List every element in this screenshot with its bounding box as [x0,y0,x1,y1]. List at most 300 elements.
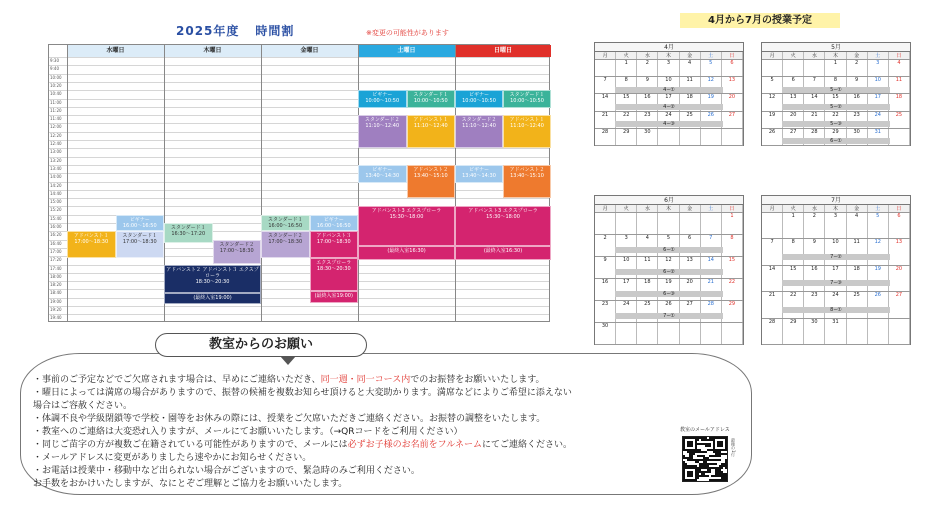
class-time: 11:10〜12:40 [413,123,448,130]
class-block[interactable] [455,206,551,246]
day-cell: 20 [722,94,743,110]
day-cell: 8 [825,77,846,93]
timetable [48,44,550,322]
class-block[interactable] [407,90,456,108]
day-cell: 27 [680,301,701,322]
class-block[interactable] [358,206,455,246]
class-time: 17:00〜18:30 [219,247,254,254]
day-cell: 25 [847,292,868,317]
weekday-row [762,205,910,213]
request-line [33,374,673,387]
class-block[interactable] [407,115,456,148]
day-cell: 6 [722,60,743,76]
day-cell: 7 [701,235,722,256]
weekday-row [762,52,910,60]
day-cell [722,129,743,145]
day-cell: 2 [804,213,825,238]
week-row [595,235,743,257]
request-line [33,465,673,478]
time-row [49,314,549,315]
day-cell: 24 [825,292,846,317]
weekday-label: 木 [825,52,846,59]
class-title: (最終入室19:00) [193,294,232,301]
day-cell [680,213,701,234]
weekday-row [595,205,743,213]
class-title: ビギナー [468,92,489,99]
weekday-label: 火 [616,205,637,212]
class-title: ビギナー [372,166,393,173]
weekday-label: 火 [783,52,804,59]
day-cell: 3 [868,60,889,76]
day-header: 木曜日 [164,45,261,57]
day-cell: 18 [680,94,701,110]
week-row [595,129,743,146]
class-title: スタンダード１ [509,92,545,99]
day-cell: 13 [889,239,910,264]
class-time: 17:00〜18:30 [122,239,157,246]
course-week-bar: 6−③ [615,291,723,297]
class-title: (最終入室16:30) [483,248,523,255]
day-cell: 29 [616,129,637,145]
day-cell: 7 [595,77,616,93]
time-label: 16:40 [50,240,62,246]
class-time: 10:00〜10:50 [413,98,448,105]
request-lines [33,374,673,491]
day-cell: 9 [847,77,868,93]
time-row [49,273,549,274]
day-cell: 1 [722,213,743,234]
day-cell [595,213,616,234]
day-cell: 30 [637,129,658,145]
time-row [49,298,549,299]
time-label: 15:20 [50,207,62,213]
time-label: 13:00 [50,149,62,155]
time-row [49,57,549,58]
class-title: アドバンスト１ [73,233,109,240]
time-label: 10:20 [50,82,62,88]
class-title: アドバンスト３ [316,233,352,240]
day-cell [722,323,743,344]
class-title: (最終入室16:30) [387,248,426,255]
class-title: スタンダード２ [461,117,497,124]
day-cell: 17 [616,279,637,300]
class-block[interactable] [455,115,503,148]
class-block[interactable] [310,231,359,258]
time-label: 18:40 [50,290,62,296]
weekday-label: 水 [637,205,658,212]
day-cell [701,323,722,344]
day-cell: 24 [616,301,637,322]
day-header: 金曜日 [261,45,358,57]
weekday-label: 水 [804,205,825,212]
class-title: スタンダード２ [364,117,400,124]
day-cell: 22 [825,112,846,128]
day-cell: 30 [804,319,825,344]
day-cell: 29 [825,129,846,145]
request-text: でのお振替をお願いいたします。 [410,375,545,385]
request-text: にてご連絡ください。 [482,440,573,450]
time-row [49,198,549,199]
time-label: 13:20 [50,157,62,163]
class-block[interactable] [116,215,165,232]
day-cell: 15 [722,257,743,278]
day-cell: 5 [701,60,722,76]
time-label: 12:20 [50,132,62,138]
time-label: 19:00 [50,298,62,304]
week-row [595,279,743,301]
title-year: 2025年度 [176,24,240,38]
day-cell [889,319,910,344]
class-block[interactable] [310,215,359,232]
time-label: 12:00 [50,124,62,130]
class-title: ビギナー [468,166,489,173]
day-cell [680,129,701,145]
day-cell: 24 [868,112,889,128]
day-cell: 1 [783,213,804,238]
calendar-heading: 4月から7月の授業予定 [680,13,840,28]
weekday-label: 金 [680,205,701,212]
class-time: 13:40〜14:30 [365,172,400,179]
day-cell: 11 [680,77,701,93]
weekday-label: 火 [616,52,637,59]
weekday-label: 日 [889,52,910,59]
week-row [595,301,743,323]
day-cell: 18 [637,279,658,300]
course-week-bar: 5−① [782,87,890,93]
time-label: 17:00 [50,248,62,254]
callout-pointer [280,356,296,365]
day-cell: 6 [680,235,701,256]
day-cell: 1 [616,60,637,76]
day-cell: 22 [783,292,804,317]
class-time: 13:40〜14:30 [462,172,496,179]
class-block[interactable] [67,231,116,258]
class-block[interactable] [116,231,165,258]
day-cell: 27 [722,112,743,128]
class-title: アドバンスト２ [509,166,545,173]
day-cell [680,323,701,344]
day-header: 土曜日 [358,45,455,57]
request-line [33,413,673,426]
class-block[interactable] [455,246,551,259]
day-header: 日曜日 [455,45,551,57]
day-cell: 11 [847,239,868,264]
class-time: 15:30〜18:00 [486,214,520,221]
day-cell: 9 [595,257,616,278]
class-block[interactable] [503,90,551,108]
day-cell [783,60,804,76]
weekday-label: 木 [658,52,679,59]
class-time: 17:00〜18:30 [74,239,109,246]
request-text: ・事前のご予定などでご欠席されます場合は、早めにご連絡いただき、 [33,375,321,385]
day-cell: 13 [680,257,701,278]
day-cell: 19 [762,112,783,128]
day-cell: 14 [701,257,722,278]
day-cell [658,213,679,234]
class-block[interactable] [358,90,407,108]
weekday-label: 木 [658,205,679,212]
day-cell: 4 [889,60,910,76]
class-title: (最終入室19:00) [314,293,353,300]
day-cell: 27 [889,292,910,317]
day-cell: 21 [804,112,825,128]
day-cell: 17 [658,94,679,110]
qr-pattern [683,437,727,481]
class-time: 16:00〜16:50 [268,222,303,229]
qr-code-icon[interactable] [682,436,728,482]
time-label: 10:00 [50,74,62,80]
request-line [33,400,673,413]
title-subtitle: 時間割 [255,24,295,38]
day-cell: 10 [825,239,846,264]
course-week-bar: 5−③ [782,121,890,127]
month-calendar [761,195,911,345]
class-block[interactable] [310,258,359,291]
class-block[interactable] [164,265,261,293]
weekday-label: 金 [847,205,868,212]
day-cell: 3 [616,235,637,256]
course-week-bar: 8−① [782,307,890,313]
day-cell: 25 [680,112,701,128]
day-cell: 8 [722,235,743,256]
time-label: 14:20 [50,182,62,188]
class-title: アドバンスト２ アドバンスト３ エクスプローラ [166,266,259,279]
time-row [49,157,549,158]
weekday-label: 金 [680,52,701,59]
day-cell: 21 [595,112,616,128]
day-cell: 8 [783,239,804,264]
week-row [762,60,910,77]
month-calendar [594,42,744,146]
week-row [595,213,743,235]
day-cell [847,319,868,344]
week-row [595,323,743,345]
day-cell: 20 [680,279,701,300]
day-cell: 4 [680,60,701,76]
time-label: 19:40 [50,315,62,321]
class-block[interactable] [261,231,310,258]
class-block[interactable] [164,293,261,305]
request-title: 教室からのお願い [155,333,367,357]
class-block[interactable] [503,115,551,148]
time-label: 14:00 [50,174,62,180]
day-cell: 25 [889,112,910,128]
day-cell: 29 [783,319,804,344]
day-cell: 9 [804,239,825,264]
class-time: 11:10〜12:40 [365,123,400,130]
day-cell: 3 [825,213,846,238]
day-cell: 6 [889,213,910,238]
weekday-label: 土 [701,52,722,59]
weekday-label: 水 [637,52,658,59]
time-row [49,148,549,149]
class-title: ビギナー [372,92,393,99]
class-time: 18:30〜20:30 [195,278,230,285]
week-row [762,213,910,239]
week-row [762,319,910,345]
day-cell [595,60,616,76]
course-week-bar: 7−① [615,313,723,319]
day-cell: 21 [762,292,783,317]
day-cell: 5 [658,235,679,256]
time-row [49,289,549,290]
weekday-label: 月 [762,52,783,59]
weekday-label: 日 [889,205,910,212]
class-time: 11:10〜12:40 [510,123,544,130]
page-title [176,22,294,39]
class-time: 13:40〜15:10 [413,172,448,179]
class-block[interactable] [455,90,503,108]
class-title: アドバンスト１ [509,117,545,124]
time-label: 18:00 [50,273,62,279]
day-cell: 26 [658,301,679,322]
day-cell: 20 [889,266,910,291]
day-header: 水曜日 [67,45,164,57]
class-title: スタンダード１ [413,92,449,99]
weekday-label: 日 [722,205,743,212]
time-label: 14:40 [50,190,62,196]
weekday-label: 土 [701,205,722,212]
day-cell: 3 [658,60,679,76]
time-label: 16:00 [50,224,62,229]
day-cell: 14 [762,266,783,291]
column-divider [67,45,68,321]
day-cell: 14 [804,94,825,110]
day-cell: 23 [847,112,868,128]
request-text: ・お電話は授業中・移動中など出られない場合がございますので、緊急時のみご利用ください。 [33,466,420,476]
day-cell: 12 [868,239,889,264]
weekday-label: 月 [595,52,616,59]
request-text: お手数をおかけいたしますが、なにとぞご理解とご協力をお願いいたします。 [33,479,348,489]
day-cell [637,323,658,344]
request-line [33,439,673,452]
week-row [762,239,910,265]
class-title: スタンダード２ [219,241,255,248]
day-cell: 17 [868,94,889,110]
class-block[interactable] [310,291,359,303]
time-label: 17:20 [50,257,62,263]
day-cell [804,60,825,76]
time-label: 10:40 [50,91,62,97]
course-week-bar: 6−② [615,269,723,275]
week-row [762,292,910,318]
day-cell: 4 [637,235,658,256]
day-cell: 19 [658,279,679,300]
time-label: 11:20 [50,107,62,113]
class-block[interactable] [261,215,310,232]
class-block[interactable] [358,246,455,259]
day-cell: 9 [637,77,658,93]
day-cell: 4 [847,213,868,238]
day-cell [658,323,679,344]
class-block[interactable] [455,165,503,183]
day-cell [762,60,783,76]
class-title: アドバンスト１ [413,117,449,124]
class-time: 16:00〜16:50 [316,222,351,229]
week-row [595,60,743,77]
day-cell: 14 [595,94,616,110]
day-cell: 31 [868,129,889,145]
day-cell: 26 [762,129,783,145]
day-cell: 12 [701,77,722,93]
day-cell [658,129,679,145]
time-label: 12:40 [50,141,62,146]
class-time: 16:30〜17:20 [171,231,206,237]
class-time: 10:00〜10:50 [365,98,400,105]
weekday-label: 日 [722,52,743,59]
class-title: アドバンスト3 エクスプローラ [468,208,538,215]
class-block[interactable] [358,165,407,183]
weekday-label: 土 [868,205,889,212]
day-cell [616,323,637,344]
day-cell: 23 [595,301,616,322]
time-label: 17:40 [50,265,62,271]
day-cell: 19 [868,266,889,291]
day-cell: 11 [889,77,910,93]
time-label: 18:20 [50,282,62,288]
day-cell: 30 [595,323,616,344]
day-cell: 10 [616,257,637,278]
day-cell [637,213,658,234]
class-time: 15:30〜18:00 [389,214,424,221]
weekday-label: 火 [783,205,804,212]
day-cell: 17 [825,266,846,291]
request-text: ・体調不良や学級閉鎖等で学校・園等をお休みの際には、授業をご欠席いただきご連絡ください。お振替の調整をいたします。 [33,414,546,424]
day-cell: 8 [616,77,637,93]
request-text: ・曜日によっては満席の場合がありますので、振替の候補を複数お知らせ頂けると大変助かります。満席などによりご希望に添えない [33,388,572,398]
class-block[interactable] [164,223,213,243]
weekday-label: 土 [868,52,889,59]
course-week-bar: 7−② [782,254,890,260]
day-cell: 6 [783,77,804,93]
day-cell: 13 [722,77,743,93]
course-week-bar: 4−① [615,87,723,93]
change-notice: ※変更の可能性があります [366,29,449,37]
course-week-bar: 6−① [782,138,890,144]
course-week-bar: 4−③ [615,121,723,127]
day-cell: 22 [616,112,637,128]
request-line [33,478,673,491]
weekday-label: 月 [762,205,783,212]
day-cell: 12 [762,94,783,110]
request-text: ・メールアドレスに変更がありましたら速やかにお知らせください。 [33,453,312,463]
request-emphasis: 必ずお子様のお名前をフルネーム [347,440,483,450]
month-title: 7月 [762,196,910,205]
request-line [33,387,673,400]
time-row [49,190,549,191]
day-cell: 18 [889,94,910,110]
course-week-bar: 6−① [615,247,723,253]
class-title: スタンダード２ [267,233,303,240]
day-cell: 27 [783,129,804,145]
qr-label: 教室のメールアドレス [680,427,730,433]
class-block[interactable] [358,115,407,148]
class-time: 16:00〜16:50 [122,222,157,229]
month-title: 6月 [595,196,743,205]
day-cell: 29 [722,301,743,322]
class-block[interactable] [407,165,456,198]
day-cell: 15 [825,94,846,110]
day-cell: 22 [722,279,743,300]
weekday-label: 水 [804,52,825,59]
time-label: 9:40 [50,66,59,72]
day-cell [701,213,722,234]
day-cell: 1 [825,60,846,76]
class-block[interactable] [503,165,551,198]
class-block[interactable] [213,240,262,265]
day-cell: 7 [804,77,825,93]
day-cell: 2 [847,60,868,76]
